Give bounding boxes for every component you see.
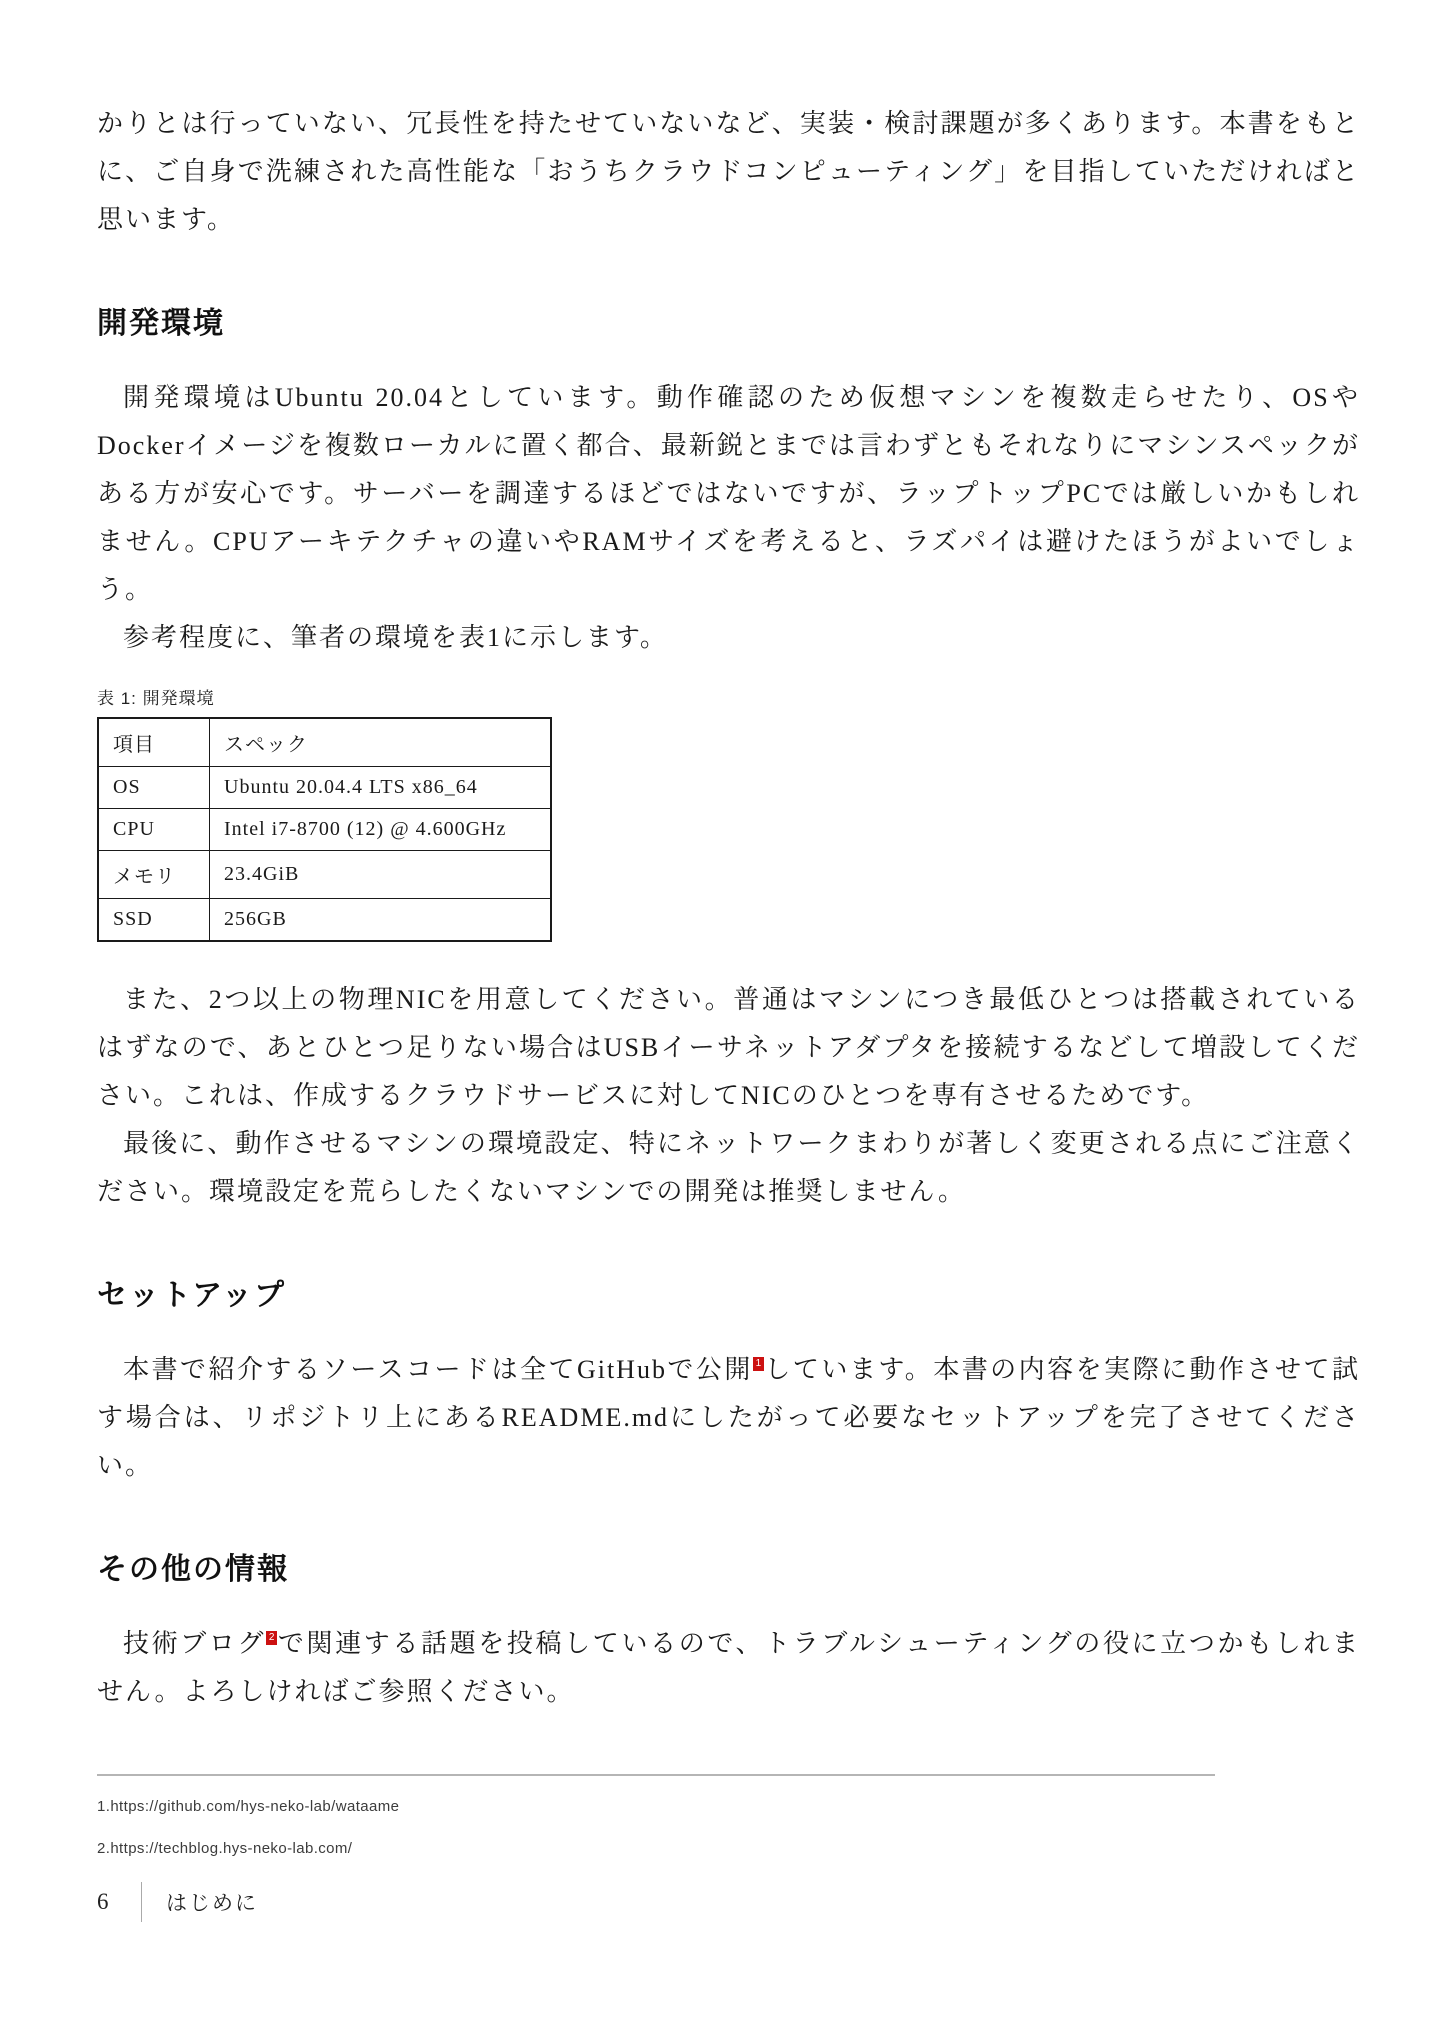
heading-dev-environment: 開発環境 bbox=[97, 307, 225, 340]
paragraph-setup bbox=[97, 1346, 1360, 1490]
page-number: 6 bbox=[97, 1889, 109, 1914]
table-cell-key: OS bbox=[98, 767, 210, 809]
setup-text-after-ref: しています。本書の内容を実際に動作させて試す場合は、リポジトリ上にあるREADME.mdにしたがって必要なセットアップを完了させてください。 bbox=[97, 1355, 1360, 1480]
table-row bbox=[98, 899, 551, 942]
table-header-spec: スペック bbox=[210, 718, 552, 767]
heading-other-info: その他の情報 bbox=[97, 1553, 289, 1586]
table-row bbox=[98, 851, 551, 899]
footnote-1-url: https://github.com/hys-neko-lab/wataame bbox=[110, 1798, 400, 1815]
paragraph-intro-continuation: かりとは行っていない、冗長性を持たせていないなど、実装・検討課題が多くあります。本書をもとに、ご自身で洗練された高性能な「おうちクラウドコンピューティング」を目指していただければと思います。 bbox=[97, 109, 1360, 234]
table-cell-key: SSD bbox=[98, 899, 210, 942]
footnote-ref-2-link[interactable]: 2 bbox=[266, 1631, 277, 1645]
paragraph-nic-requirement: また、2つ以上の物理NICを用意してください。普通はマシンにつき最低ひとつは搭載されているはずなので、あとひとつ足りない場合はUSBイーサネットアダプタを接続するなどして増設してください。これは、作成するクラウドサービスに対してNICのひとつを専有させるためです。 bbox=[97, 985, 1360, 1110]
table-cell-key: メモリ bbox=[98, 851, 210, 899]
table-caption: 表 1: 開発環境 bbox=[97, 689, 215, 708]
footnote-2-label: 2. bbox=[97, 1840, 111, 1857]
footnote-1-label: 1. bbox=[97, 1798, 111, 1815]
table-row bbox=[98, 809, 551, 851]
other-info-text-before-ref: 技術ブログ bbox=[123, 1629, 267, 1658]
paragraph-table-reference: 参考程度に、筆者の環境を表1に示します。 bbox=[123, 623, 668, 652]
footer-divider bbox=[141, 1882, 142, 1922]
table-cell-key: CPU bbox=[98, 809, 210, 851]
footnote-separator-rule bbox=[97, 1774, 1215, 1776]
table-row bbox=[98, 767, 551, 809]
footnote-2-url: https://techblog.hys-neko-lab.com/ bbox=[110, 1840, 353, 1857]
table-cell-value: Intel i7-8700 (12) @ 4.600GHz bbox=[210, 809, 552, 851]
table-header-row bbox=[98, 718, 551, 767]
table-cell-value: 23.4GiB bbox=[210, 851, 552, 899]
paragraph-env-warning: 最後に、動作させるマシンの環境設定、特にネットワークまわりが著しく変更される点にご注意ください。環境設定を荒らしたくないマシンでの開発は推奨しません。 bbox=[97, 1129, 1360, 1206]
setup-text-before-ref: 本書で紹介するソースコードは全てGitHubで公開 bbox=[123, 1355, 753, 1384]
other-info-text-after-ref: で関連する話題を投稿しているので、トラブルシューティングの役に立つかもしれません。よろしければご参照ください。 bbox=[97, 1629, 1360, 1706]
page-footer bbox=[97, 1882, 258, 1922]
footnote-ref-1-link[interactable]: 1 bbox=[753, 1357, 764, 1371]
table-cell-value: 256GB bbox=[210, 899, 552, 942]
footer-chapter-title: はじめに bbox=[166, 1891, 258, 1915]
footnote-1 bbox=[97, 1796, 1360, 1818]
heading-setup: セットアップ bbox=[97, 1279, 286, 1312]
footnotes bbox=[97, 1796, 1360, 1860]
table-cell-value: Ubuntu 20.04.4 LTS x86_64 bbox=[210, 767, 552, 809]
paragraph-dev-env-specs: 開発環境はUbuntu 20.04としています。動作確認のため仮想マシンを複数走らせたり、OSやDockerイメージを複数ローカルに置く都合、最新鋭とまでは言わずともそれなりにマシンスペックがある方が安心です。サーバーを調達するほどではないですが、ラップトップPCでは厳しいかもしれません。CPUアーキテクチャの違いやRAMサイズを考えると、ラズパイは避けたほうがよいでしょう。 bbox=[97, 383, 1360, 604]
footnote-2 bbox=[97, 1838, 1360, 1860]
paragraph-other-info bbox=[97, 1620, 1360, 1716]
dev-environment-table bbox=[97, 717, 552, 942]
table-header-item: 項目 bbox=[98, 718, 210, 767]
